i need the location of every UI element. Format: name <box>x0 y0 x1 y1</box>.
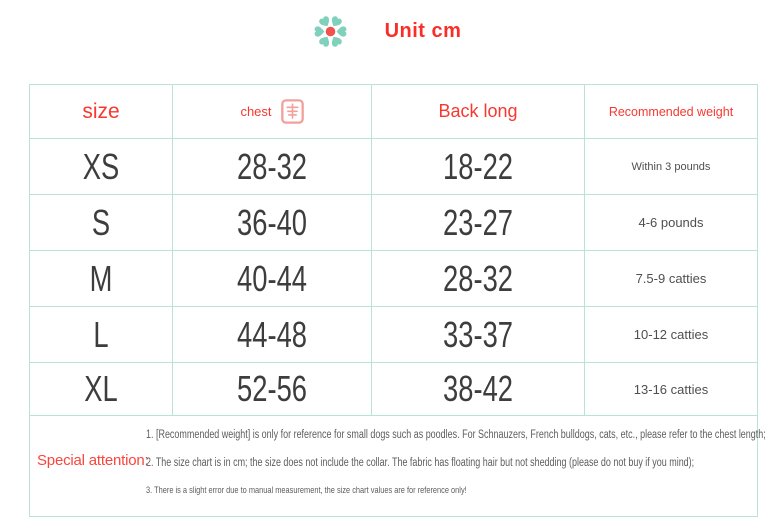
size-chart-table <box>29 84 766 517</box>
girth-stamp-icon <box>281 99 304 124</box>
weight-value: 7.5-9 catties <box>635 271 707 286</box>
table-row-s-chest-cell <box>173 195 372 251</box>
chest-value: 40-44 <box>237 257 307 299</box>
table-row-xl-back-long-cell <box>372 363 585 416</box>
size-value: S <box>91 201 111 243</box>
column-header-chest <box>173 85 372 139</box>
table-row-s-back-long-cell <box>372 195 585 251</box>
table-row-l-size-cell <box>30 307 173 363</box>
table-row-xl-chest-cell <box>173 363 372 416</box>
weight-value: Within 3 pounds <box>631 160 711 173</box>
chest-value: 52-56 <box>237 368 307 409</box>
size-value: M <box>89 257 113 299</box>
column-header-recommended-weight <box>585 85 757 139</box>
back-long-value: 28-32 <box>443 257 513 299</box>
special-attention-section <box>30 416 766 516</box>
back-long-value: 18-22 <box>443 145 513 187</box>
weight-value: 13-16 catties <box>633 381 709 397</box>
unit-header <box>0 0 773 62</box>
table-row-l-chest-cell <box>173 307 372 363</box>
back-long-value: 33-37 <box>443 313 513 355</box>
table-row-m-weight-cell <box>585 251 757 307</box>
column-header-size-label: size <box>82 99 120 123</box>
column-header-back-long <box>372 85 585 139</box>
chest-value: 28-32 <box>237 145 307 187</box>
column-header-size <box>30 85 173 139</box>
back-long-value: 23-27 <box>443 201 513 243</box>
back-long-value: 38-42 <box>443 368 513 409</box>
note-item-3: 3. There is a slight error due to manual measurement, the size chart values are for reference only! <box>146 485 467 496</box>
unit-label: Unit cm <box>384 19 462 42</box>
chest-value: 44-48 <box>237 313 307 355</box>
weight-value: 10-12 catties <box>633 327 709 342</box>
table-row-xs-back-long-cell <box>372 139 585 195</box>
table-row-m-chest-cell <box>173 251 372 307</box>
note-item-2: 2. The size chart is in cm; the size does not include the collar. The fabric has floating hair but not shedding (please do not buy if you mind); <box>146 457 695 469</box>
note-item-1: 1. [Recommended weight] is only for reference for small dogs such as poodles. For Schnauzers, French bulldogs, cats, etc., please refer to the chest length; <box>146 429 766 441</box>
table-row-m-size-cell <box>30 251 173 307</box>
size-value: L <box>93 313 109 355</box>
table-row-s-size-cell <box>30 195 173 251</box>
column-header-chest-label: chest <box>240 104 272 119</box>
column-header-back-long-label: Back long <box>438 101 518 121</box>
flower-icon <box>312 11 349 52</box>
table-row-l-weight-cell <box>585 307 757 363</box>
table-row-xs-chest-cell <box>173 139 372 195</box>
column-header-recommended-weight-label: Recommended weight <box>608 104 734 119</box>
table-row-xs-weight-cell <box>585 139 757 195</box>
weight-value: 4-6 pounds <box>638 215 704 230</box>
size-value: XL <box>84 368 118 409</box>
special-attention-label: Special attention: <box>37 452 149 469</box>
chest-value: 36-40 <box>237 201 307 243</box>
table-row-m-back-long-cell <box>372 251 585 307</box>
table-row-l-back-long-cell <box>372 307 585 363</box>
table-row-xs-size-cell <box>30 139 173 195</box>
table-row-s-weight-cell <box>585 195 757 251</box>
size-value: XS <box>82 145 120 187</box>
table-row-xl-weight-cell <box>585 363 757 416</box>
table-row-xl-size-cell <box>30 363 173 416</box>
